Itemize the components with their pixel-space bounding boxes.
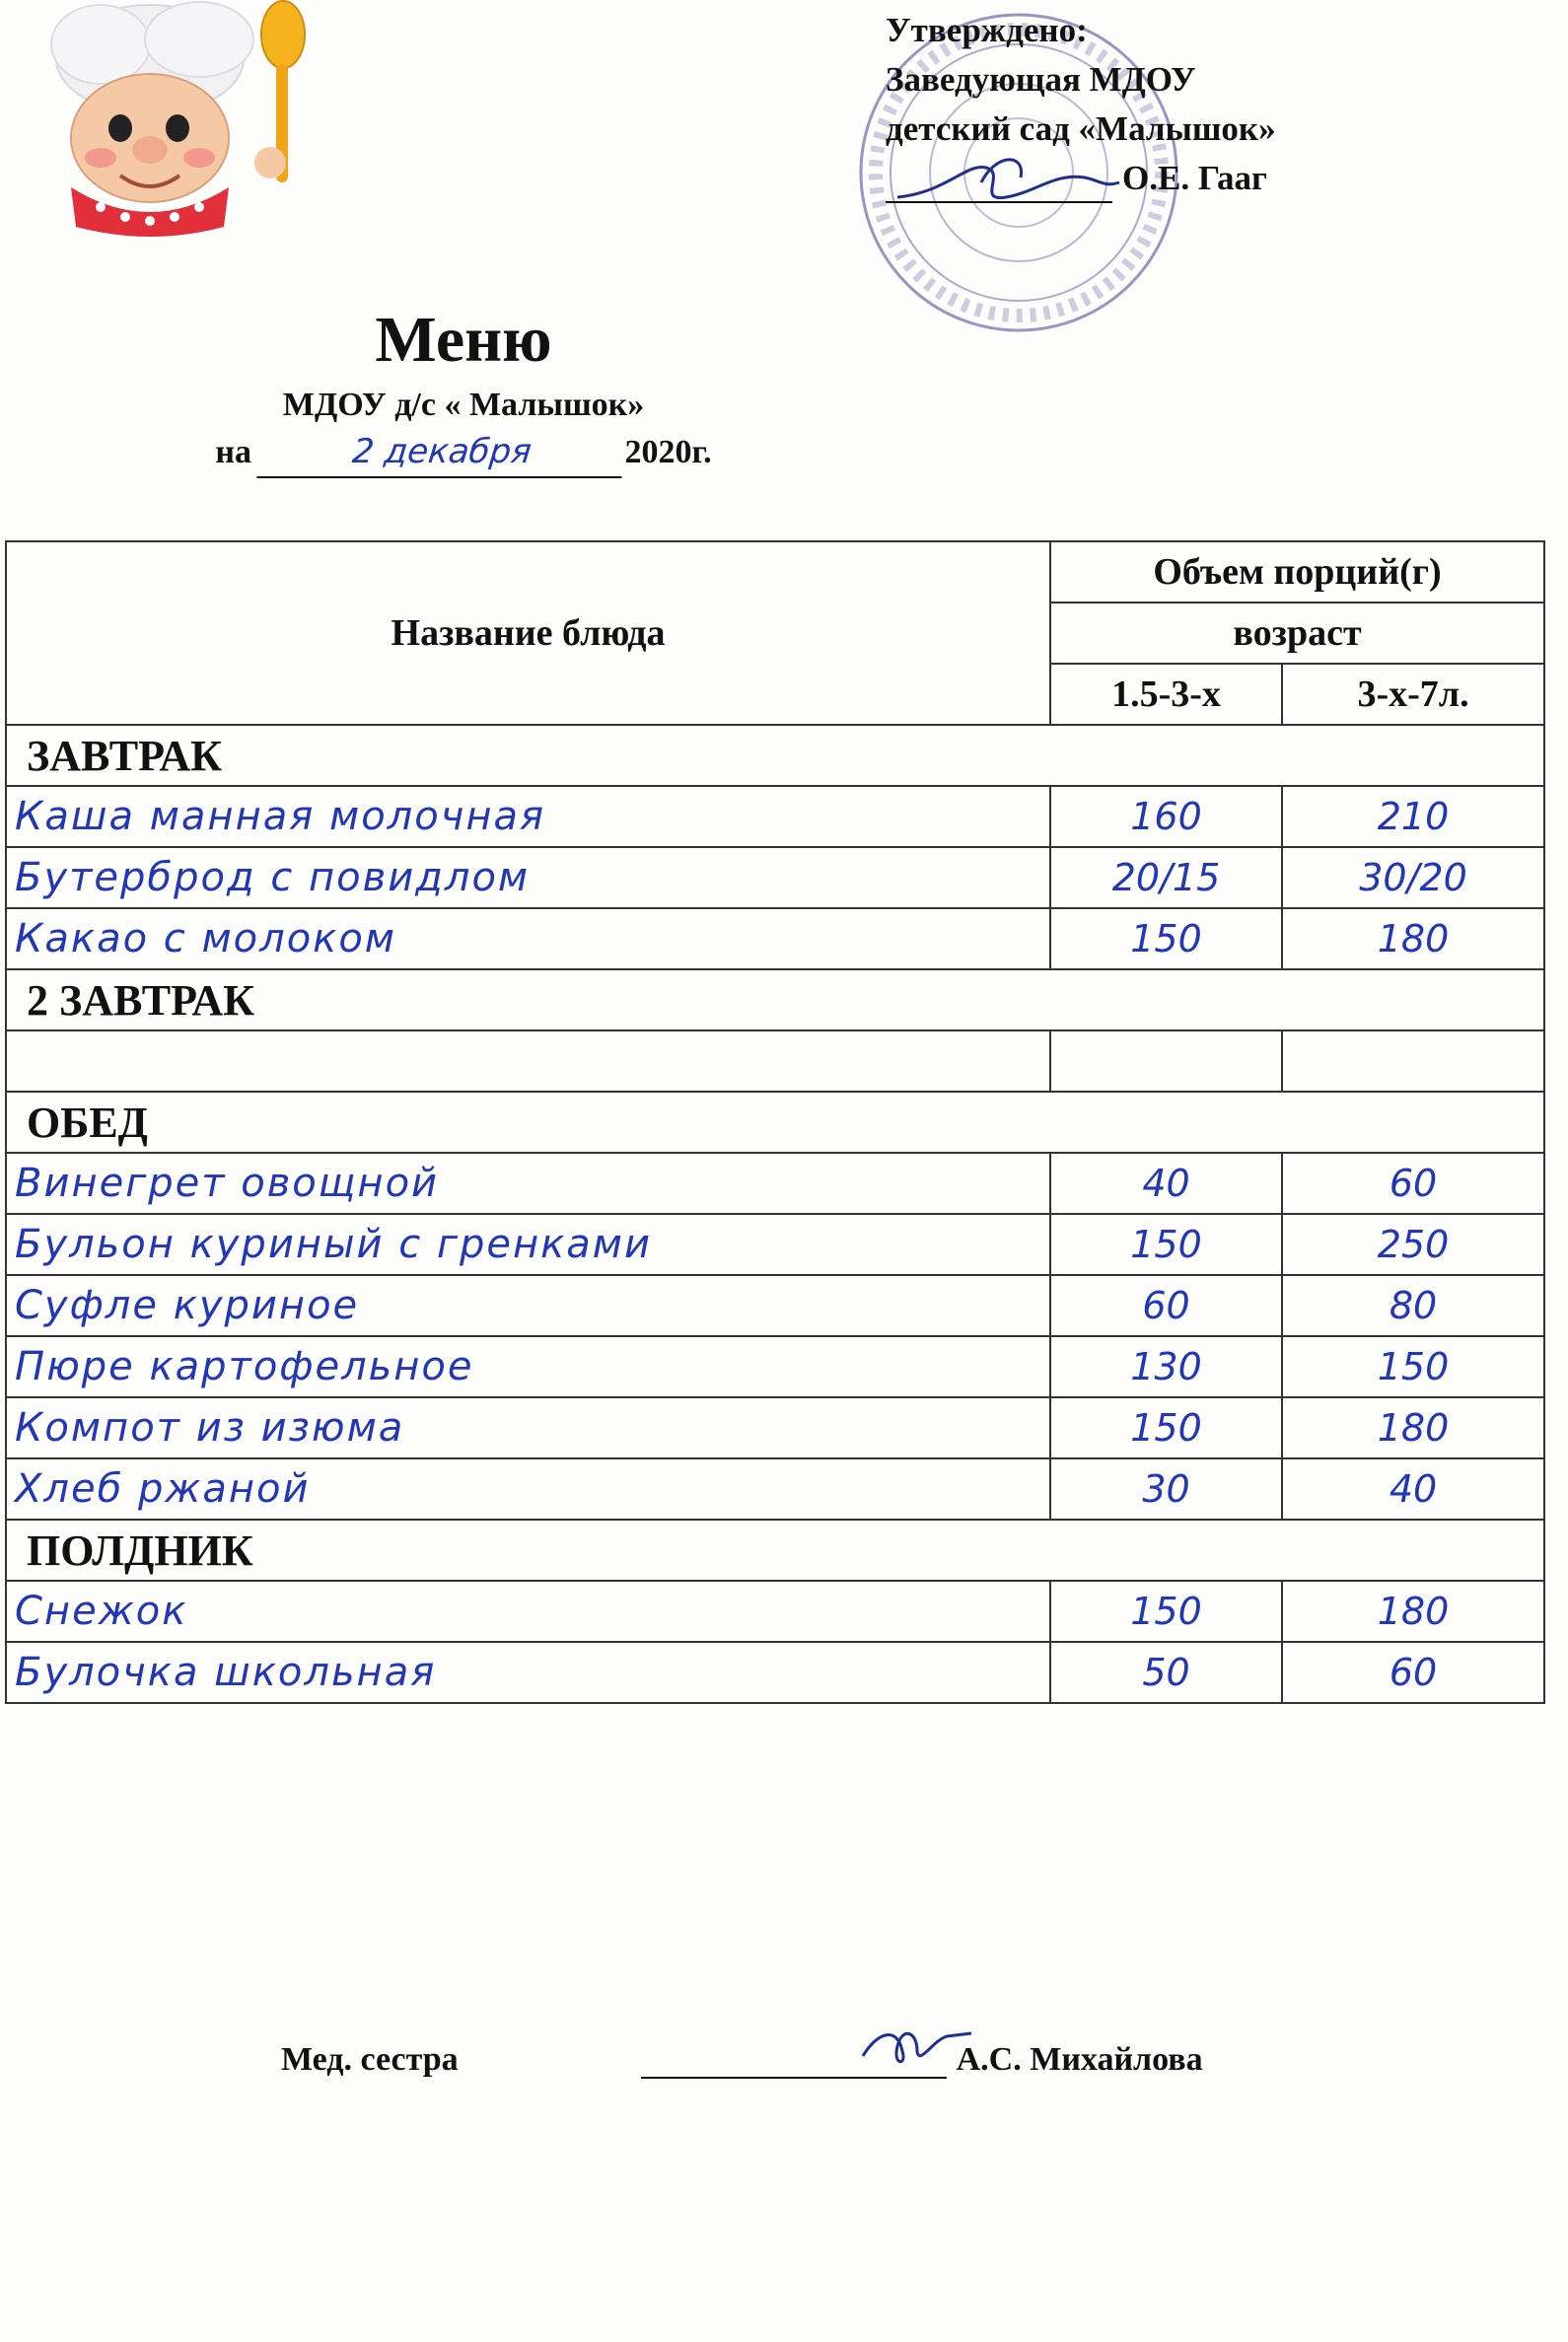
dish-name: Снежок bbox=[6, 1581, 1050, 1642]
footer-name: А.С. Михайлова bbox=[956, 2041, 1203, 2078]
dish-row bbox=[6, 786, 1544, 847]
director-signature bbox=[888, 143, 1124, 212]
portion-age-1 bbox=[1050, 1030, 1282, 1092]
portion-age-2 bbox=[1282, 1030, 1544, 1092]
header-age: возраст bbox=[1050, 603, 1544, 664]
header-portion-volume: Объем порций(г) bbox=[1050, 541, 1544, 603]
dish-name: Каша манная молочная bbox=[6, 786, 1050, 847]
header-age-2: 3-х-7л. bbox=[1282, 664, 1544, 725]
portion-age-2: 250 bbox=[1282, 1214, 1544, 1275]
date-handwritten: 2 декабря bbox=[257, 427, 627, 478]
portion-age-2: 150 bbox=[1282, 1336, 1544, 1397]
dish-name: Винегрет овощной bbox=[6, 1153, 1050, 1214]
dish-name: Хлеб ржаной bbox=[6, 1458, 1050, 1520]
dish-name: Пюре картофельное bbox=[6, 1336, 1050, 1397]
dish-name: Булочка школьная bbox=[6, 1642, 1050, 1703]
dish-name: Какао с молоком bbox=[6, 908, 1050, 969]
chef-illustration bbox=[12, 0, 337, 237]
dish-row bbox=[6, 1458, 1544, 1520]
portion-age-1: 130 bbox=[1050, 1336, 1282, 1397]
portion-age-2: 80 bbox=[1282, 1275, 1544, 1336]
header-dish-name: Название блюда bbox=[6, 541, 1050, 725]
portion-age-2: 60 bbox=[1282, 1642, 1544, 1703]
approval-title: Утверждено: bbox=[886, 11, 1088, 49]
dish-row bbox=[6, 1214, 1544, 1275]
portion-age-2: 180 bbox=[1282, 1397, 1544, 1458]
portion-age-2: 30/20 bbox=[1282, 847, 1544, 908]
portion-age-2: 210 bbox=[1282, 786, 1544, 847]
dish-name: Бульон куриный с гренками bbox=[6, 1214, 1050, 1275]
nurse-signature bbox=[858, 2012, 976, 2071]
dish-name: Компот из изюма bbox=[6, 1397, 1050, 1458]
page-title: Меню bbox=[375, 304, 552, 376]
section-title: 2 ЗАВТРАК bbox=[6, 969, 1544, 1030]
portion-age-1: 30 bbox=[1050, 1458, 1282, 1520]
dish-name: Бутерброд с повидлом bbox=[6, 847, 1050, 908]
dish-row bbox=[6, 1030, 1544, 1092]
dish-row bbox=[6, 1153, 1544, 1214]
dish-row bbox=[6, 1275, 1544, 1336]
section-title: ПОЛДНИК bbox=[6, 1520, 1544, 1581]
date-prefix: на bbox=[215, 434, 251, 470]
portion-age-2: 60 bbox=[1282, 1153, 1544, 1214]
portion-age-1: 150 bbox=[1050, 1581, 1282, 1642]
section-row bbox=[6, 969, 1544, 1030]
section-title: ЗАВТРАК bbox=[6, 725, 1544, 786]
approval-org: детский сад «Малышок» bbox=[886, 109, 1276, 148]
portion-age-1: 60 bbox=[1050, 1275, 1282, 1336]
menu-header bbox=[187, 301, 740, 478]
section-title: ОБЕД bbox=[6, 1092, 1544, 1153]
section-row bbox=[6, 1520, 1544, 1581]
footer-signature bbox=[281, 2041, 1203, 2079]
portion-age-1: 20/15 bbox=[1050, 847, 1282, 908]
menu-date bbox=[187, 427, 740, 478]
portion-age-1: 160 bbox=[1050, 786, 1282, 847]
dish-row bbox=[6, 847, 1544, 908]
dish-row bbox=[6, 1642, 1544, 1703]
portion-age-2: 180 bbox=[1282, 1581, 1544, 1642]
section-row bbox=[6, 725, 1544, 786]
approval-name: О.Е. Гааг bbox=[1122, 159, 1267, 197]
date-year: 2020г. bbox=[624, 434, 712, 470]
dish-row bbox=[6, 908, 1544, 969]
dish-row bbox=[6, 1397, 1544, 1458]
portion-age-1: 150 bbox=[1050, 1214, 1282, 1275]
portion-age-1: 150 bbox=[1050, 1397, 1282, 1458]
portion-age-2: 180 bbox=[1282, 908, 1544, 969]
dish-row bbox=[6, 1581, 1544, 1642]
dish-name: Суфле куриное bbox=[6, 1275, 1050, 1336]
dish-row bbox=[6, 1336, 1544, 1397]
portion-age-2: 40 bbox=[1282, 1458, 1544, 1520]
section-row bbox=[6, 1092, 1544, 1153]
dish-name bbox=[6, 1030, 1050, 1092]
institution-name: МДОУ д/с « Малышок» bbox=[282, 387, 645, 423]
menu-table bbox=[5, 540, 1545, 1704]
portion-age-1: 50 bbox=[1050, 1642, 1282, 1703]
footer-role: Мед. сестра bbox=[281, 2041, 459, 2078]
approval-position: Заведующая МДОУ bbox=[886, 60, 1196, 99]
header-age-1: 1.5-3-х bbox=[1050, 664, 1282, 725]
portion-age-1: 150 bbox=[1050, 908, 1282, 969]
portion-age-1: 40 bbox=[1050, 1153, 1282, 1214]
